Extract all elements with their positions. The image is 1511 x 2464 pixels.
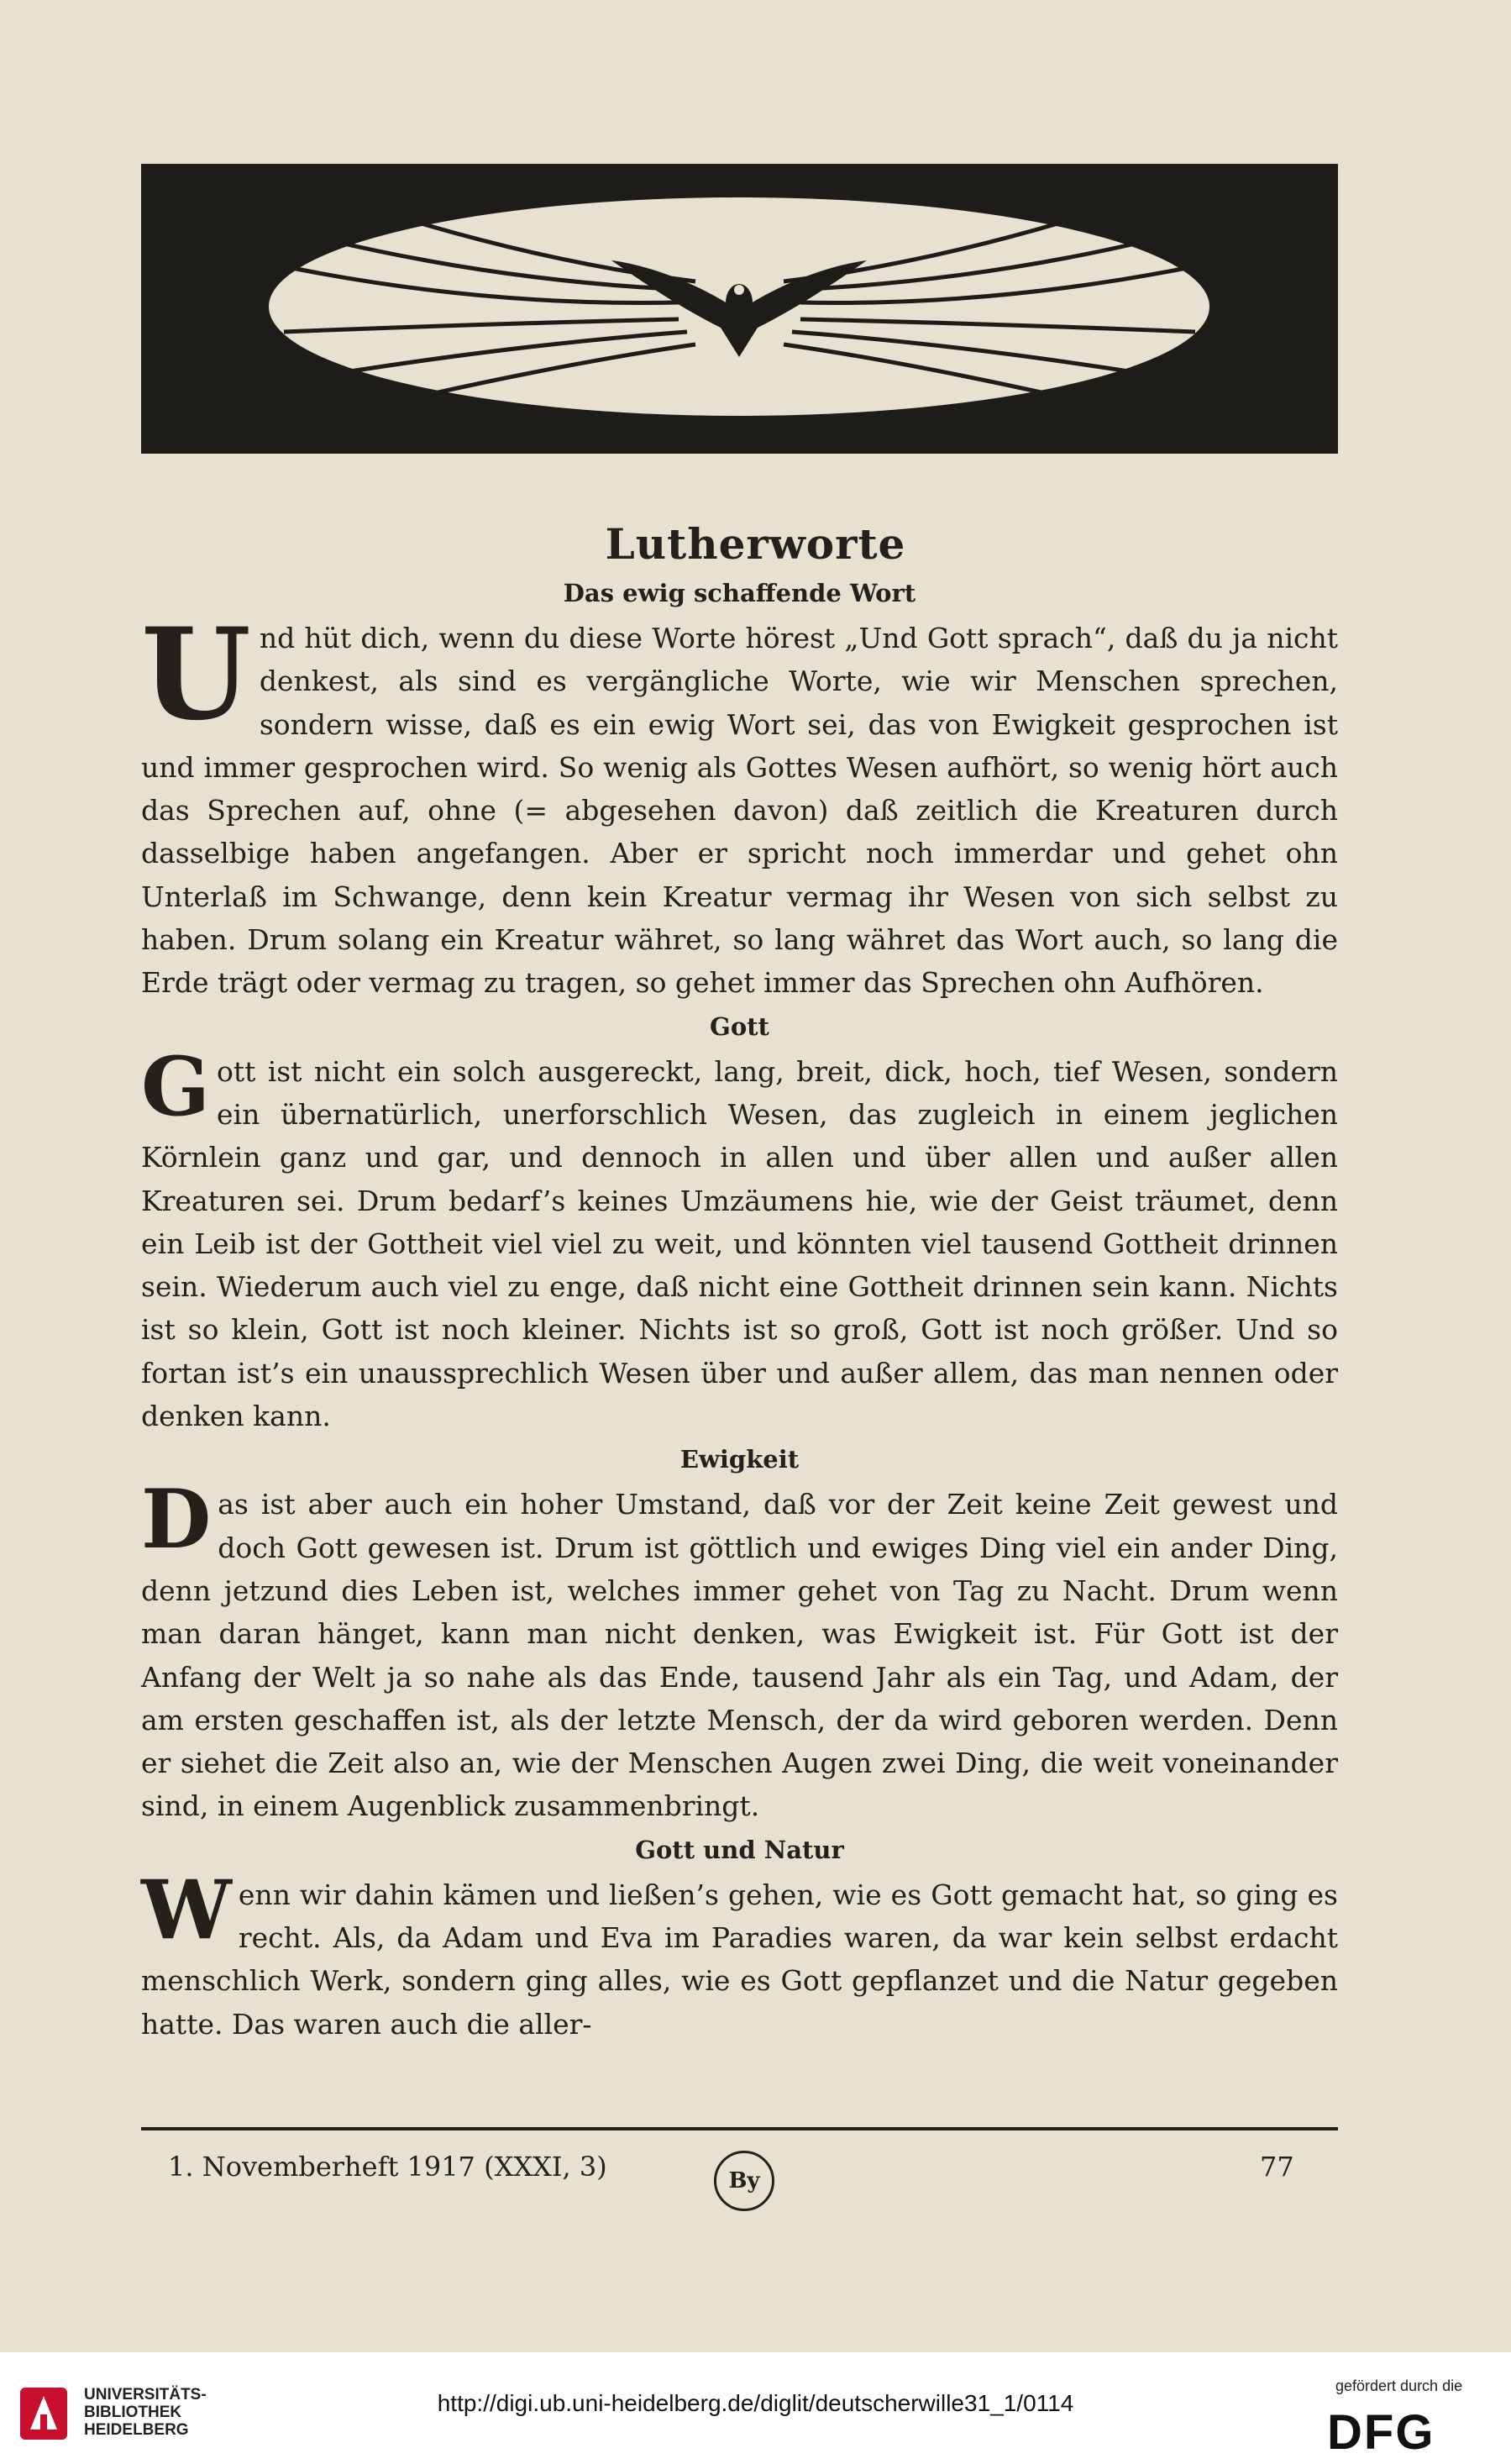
section-heading: Gott und Natur xyxy=(635,1835,844,1864)
paragraph-text: as ist aber auch ein hoher Umstand, daß vor der Zeit keine Zeit gewest und doch Gott gewesen ist. Drum ist göttlich und ewiges Ding viel ein ander Ding, denn jetzund dies Leben ist, welches immer gehet von Tag zu Nacht. Drum wenn man daran hänget, kann man nicht denken, was Ewigkeit ist. Für Gott ist der Anfang der Welt ja so nahe als das Ende, tausend Jahr als ein Tag, und Adam, der am ersten geschaffen ist, als der letzte Mensch, der da wird geboren werden. Denn er siehet die Zeit also an, wie der Menschen Augen zwei Ding, die weit voneinander sind, in einem Augenblick zusammenbringt. xyxy=(141,1488,1338,1823)
section-paragraph xyxy=(141,601,1338,1005)
institution-line: BIBLIOTHEK xyxy=(84,2404,182,2421)
institution-line: UNIVERSITÄTS- xyxy=(84,2386,207,2404)
library-stamp: By xyxy=(714,2151,774,2211)
institution-line: HEIDELBERG xyxy=(84,2421,189,2439)
section-heading: Das ewig schaffende Wort xyxy=(563,579,916,607)
drop-cap: W xyxy=(141,1862,232,1957)
drop-cap: G xyxy=(141,1038,210,1134)
paragraph-text: nd hüt dich, wenn du diese Worte hörest „Und Gott sprach“, daß du ja nicht denkest, als sind es vergängliche Worte, wie wir Menschen sprechen, sondern wisse, daß es ein ewig Wort sei, das von Ewigkeit gesprochen ist und immer gesprochen wird. So wenig als Gottes Wesen aufhört, so wenig hört auch das Sprechen auf, ohne (= abgesehen davon) daß zeitlich die Kreaturen durch dasselbige haben angefangen. Aber er spricht noch immerdar und gehet ohn Unterlaß im Schwange, denn kein Kreatur vermag ihr Wesen von sich selbst zu haben. Drum solang ein Kreatur währet, so lang währet das Wort auch, so lang die Erde trägt oder vermag zu tragen, so gehet immer das Sprechen ohn Aufhören. xyxy=(141,622,1338,1000)
section-paragraph xyxy=(141,1472,1338,1827)
article-body xyxy=(141,571,1338,2046)
page-title: Lutherworte xyxy=(605,519,906,569)
section-paragraph xyxy=(141,1038,1338,1438)
section-das-ewig-schaffende-wort xyxy=(141,573,1338,1005)
digitization-bar xyxy=(0,2352,1511,2464)
permalink-url[interactable]: http://digi.ub.uni-heidelberg.de/diglit/deutscherwille31_1/0114 xyxy=(437,2390,1074,2416)
section-gott xyxy=(141,1006,1338,1438)
section-ewigkeit xyxy=(141,1439,1338,1827)
section-paragraph xyxy=(141,1862,1338,2046)
issue-label: 1. Novemberheft 1917 (XXXI, 3) xyxy=(168,2151,607,2183)
dove-woodcut-illustration xyxy=(141,164,1338,454)
paragraph-text: enn wir dahin kämen und ließen’s gehen, wie es Gott gemacht hat, so ging es recht. Als, da Adam und Eva im Paradies waren, da war kein selbst erdacht menschlich Werk, sondern ging alles, wie es Gott gepflanzet und die Natur gegeben hatte. Das waren auch die aller- xyxy=(141,1878,1338,2041)
section-gott-und-natur xyxy=(141,1830,1338,2046)
section-heading: Gott xyxy=(710,1011,769,1041)
paragraph-text: ott ist nicht ein solch ausgereckt, lang, breit, dick, hoch, tief Wesen, sondern ein übernatürlich, unerforschlich Wesen, das zugleich in einem jeglichen Körnlein ganz und gar, und dennoch in allen und über allen und außer allen Kreaturen sei. Drum bedarf’s keines Umzäumens hie, wie der Geist träumet, denn ein Leib ist der Gottheit viel viel zu weit, und könnten viel tausend Gottheit drinnen sein. Wiederum auch viel zu enge, daß nicht eine Gottheit drinnen sein kann. Nichts ist so klein, Gott ist noch kleiner. Nichts ist so groß, Gott ist noch größer. Und so fortan ist’s ein unaussprechlich Wesen über und außer allem, das man nennen oder denken kann. xyxy=(141,1054,1338,1433)
page-number: 77 xyxy=(1260,2151,1294,2183)
dove-icon xyxy=(141,164,1338,454)
dfg-logo: DFG xyxy=(1327,2405,1435,2460)
drop-cap: D xyxy=(141,1472,212,1568)
section-heading: Ewigkeit xyxy=(679,1445,800,1474)
footer-rule xyxy=(141,2127,1338,2130)
sponsor-label: gefördert durch die xyxy=(1335,2377,1463,2394)
drop-cap: U xyxy=(141,601,251,749)
